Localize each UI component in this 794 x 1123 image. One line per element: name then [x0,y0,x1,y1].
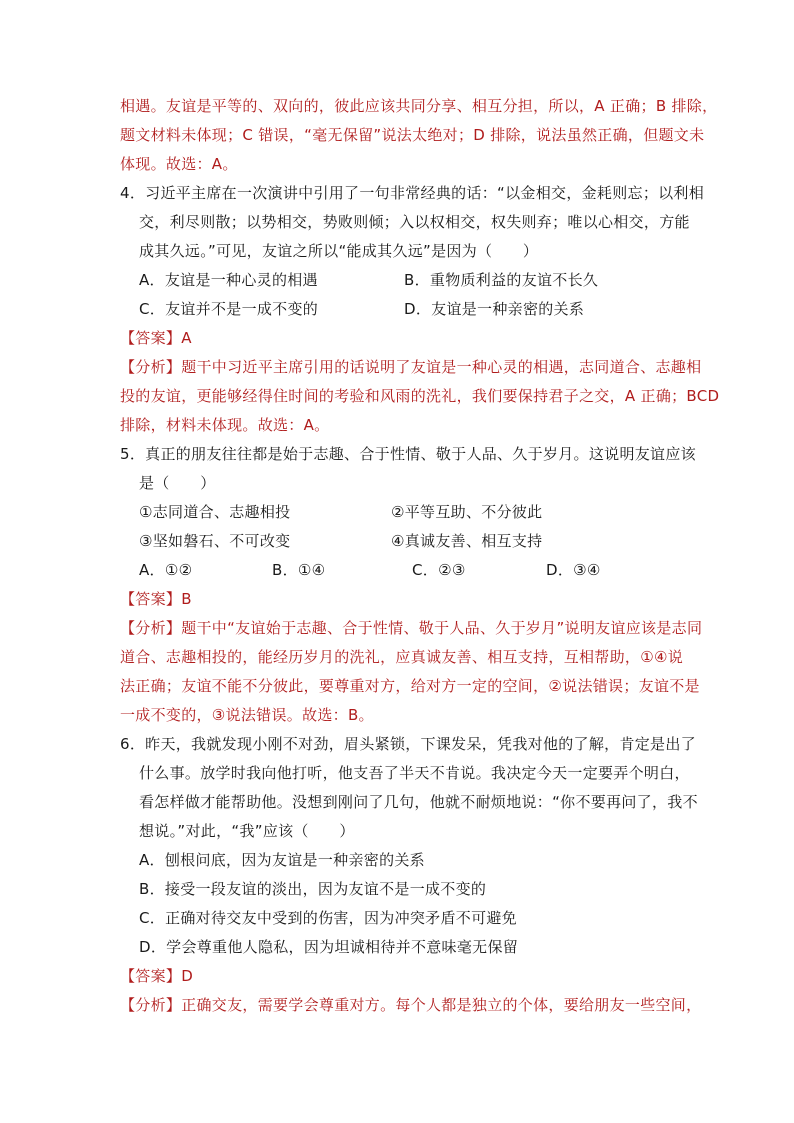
q4-stem-line: 成其久远。”可见，友谊之所以“能成其久远”是因为（ ） [139,242,539,260]
q4-analysis-line: 投的友谊，更能够经得住时间的考验和风雨的洗礼，我们要保持君子之交，A 正确；BCD [120,387,720,405]
q5-answer [120,589,192,609]
q5-analysis-line: 一成不变的，③说法错误。故选：B。 [120,706,374,724]
analysis-text: 题干中习近平主席引用的话说明了友谊是一种心灵的相遇，志同道合、志趣相 [181,358,702,376]
q5-option-d: D．③④ [546,561,601,579]
q4-option-c: C．友谊并不是一成不变的 [139,300,319,318]
q3-analysis-line: 相遇。友谊是平等的、双向的，彼此应该共同分享、相互分担，所以，A 正确；B 排除， [120,97,718,115]
q3-analysis-line: 体现。故选：A。 [120,155,238,173]
q5-analysis-line: 法正确；友谊不能不分彼此，要尊重对方，给对方一定的空间，②说法错误；友谊不是 [120,677,700,695]
q4-option-a: A．友谊是一种心灵的相遇 [139,271,318,289]
q6-stem-line: 想说。”对此，“我”应该（ ） [139,822,355,840]
answer-value: B [181,590,192,608]
q4-answer [120,328,192,348]
q4-stem-line: 交，利尽则散；以势相交，势败则倾；入以权相交，权失则弃；唯以心相交，方能 [139,213,690,231]
q6-stem-line: 看怎样做才能帮助他。没想到刚问了几句，他就不耐烦地说：“你不要再问了，我不 [139,793,698,811]
q5-analysis-line [120,618,702,638]
q5-statement-1: ①志同道合、志趣相投 [139,503,291,521]
q5-statement-4: ④真诚友善、相互支持 [391,532,543,550]
q6-analysis-line [120,995,701,1015]
q5-stem-line: 是（ ） [139,474,216,492]
q6-answer [120,966,193,986]
answer-value: D [181,967,194,985]
q4-analysis-line [120,357,701,377]
q5-option-a: A．①② [139,561,193,579]
q6-option-b: B．接受一段友谊的淡出，因为友谊不是一成不变的 [139,880,487,898]
q5-statement-2: ②平等互助、不分彼此 [391,503,543,521]
q6-option-a: A．刨根问底，因为友谊是一种亲密的关系 [139,851,425,869]
analysis-tag: 【分析】 [120,996,182,1014]
analysis-text: 正确交友，需要学会尊重对方。每个人都是独立的个体，要给朋友一些空间， [181,996,702,1014]
q4-stem-line: 4．习近平主席在一次演讲中引用了一句非常经典的话：“以金相交，金耗则忘；以利相 [120,184,705,202]
q6-stem-line: 什么事。放学时我向他打听，他支吾了半天不肯说。我决定今天一定要弄个明白， [139,764,690,782]
analysis-text: 题干中“友谊始于志趣、合于性情、敬于人品、久于岁月”说明友谊应该是志同 [181,619,703,637]
answer-tag: 【答案】 [120,590,182,608]
q4-option-b: B．重物质利益的友谊不长久 [404,271,599,289]
answer-tag: 【答案】 [120,329,182,347]
q4-option-d: D．友谊是一种亲密的关系 [404,300,585,318]
q6-stem-line: 6．昨天，我就发现小刚不对劲，眉头紧锁，下课发呆，凭我对他的了解，肯定是出了 [120,735,696,753]
q5-stem-line: 5．真正的朋友往往都是始于志趣、合于性情、敬于人品、久于岁月。这说明友谊应该 [120,445,696,463]
q5-analysis-line: 道合、志趣相投的，能经历岁月的洗礼，应真诚友善、相互支持，互相帮助，①④说 [120,648,683,666]
answer-tag: 【答案】 [120,967,182,985]
q3-analysis-line: 题文材料未体现；C 错误，“毫无保留”说法太绝对；D 排除，说法虽然正确，但题文未 [120,126,705,144]
q4-analysis-line: 排除，材料未体现。故选：A。 [120,416,330,434]
q5-option-b: B．①④ [272,561,326,579]
q6-option-c: C．正确对待交友中受到的伤害，因为冲突矛盾不可避免 [139,909,517,927]
q5-option-c: C．②③ [412,561,466,579]
analysis-tag: 【分析】 [120,619,182,637]
analysis-tag: 【分析】 [120,358,182,376]
q6-option-d: D．学会尊重他人隐私，因为坦诚相待并不意味毫无保留 [139,938,519,956]
answer-value: A [181,329,192,347]
q5-statement-3: ③坚如磐石、不可改变 [139,532,291,550]
